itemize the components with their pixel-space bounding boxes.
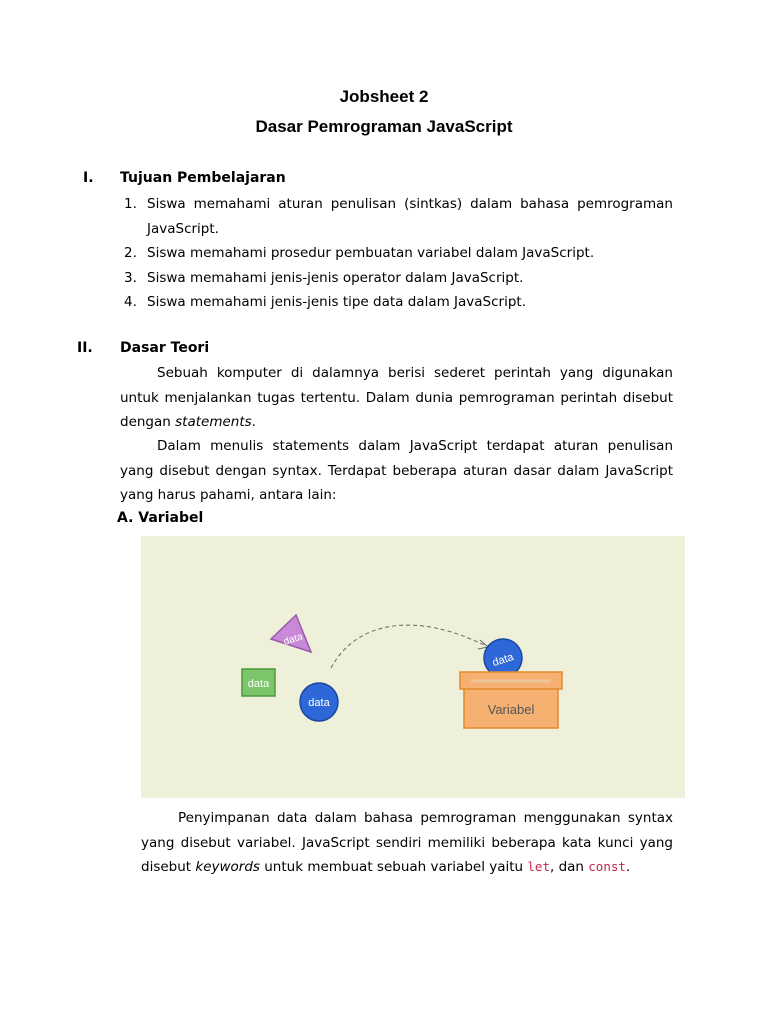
variable-paragraph: Penyimpanan data dalam bahasa pemrograman menggunakan syntax yang disebut variabel. JavaScript sendiri memiliki beberapa kata kunci yang disebut keywords untuk membuat sebuah variabel yaitu let, dan const. — [141, 810, 673, 875]
theory-paragraph-1: Sebuah komputer di dalamnya berisi sederet perintah yang digunakan untuk menjalankan tugas tertentu. Dalam dunia pemrograman perintah disebut dengan statements. — [120, 365, 673, 430]
keywords-term: keywords — [195, 859, 260, 875]
move-arrow — [331, 625, 486, 668]
square-label: data — [247, 678, 270, 690]
statements-term: statements — [175, 414, 252, 430]
list-item — [120, 192, 673, 241]
triangle-label: data — [282, 631, 305, 648]
list-item-text: Siswa memahami prosedur pembuatan variabel dalam JavaScript. — [147, 245, 595, 261]
variable-illustration — [141, 536, 685, 798]
list-item-text: Siswa memahami aturan penulisan (sintkas) dalam bahasa pemrograman JavaScript. — [147, 196, 673, 237]
section-2-number: II. — [77, 340, 93, 356]
document-title: Jobsheet 2 — [339, 87, 429, 106]
circle-right-label: data — [491, 651, 516, 670]
list-item — [120, 266, 673, 291]
variable-box-label: Variabel — [487, 702, 535, 717]
theory-paragraph-2: Dalam menulis statements dalam JavaScript terdapat aturan penulisan yang disebut dengan syntax. Terdapat beberapa aturan dasar dalam JavaScript yang harus pahami, antara lain: — [120, 438, 673, 503]
circle-left-label: data — [308, 697, 330, 709]
code-let: let — [527, 859, 550, 874]
list-item — [120, 290, 673, 315]
list-item-number: 2. — [124, 245, 137, 261]
triangle-shape — [271, 615, 311, 652]
section-2-heading: Dasar Teori — [120, 340, 210, 356]
list-item-number: 1. — [124, 196, 137, 212]
section-1-number: I. — [83, 170, 94, 186]
list-item-number: 3. — [124, 269, 137, 286]
list-item — [120, 241, 673, 266]
subsection-heading-variabel: A. Variabel — [117, 510, 204, 526]
section-1-heading: Tujuan Pembelajaran — [120, 170, 286, 186]
variable-diagram — [141, 536, 685, 798]
objectives-list — [120, 192, 673, 315]
document-subtitle: Dasar Pemrograman JavaScript — [255, 117, 513, 136]
list-item-number: 4. — [124, 294, 137, 310]
list-item-text: Siswa memahami jenis-jenis operator dalam JavaScript. — [147, 269, 524, 286]
list-item-text: Siswa memahami jenis-jenis tipe data dalam JavaScript. — [147, 294, 526, 310]
code-const: const — [588, 859, 626, 874]
